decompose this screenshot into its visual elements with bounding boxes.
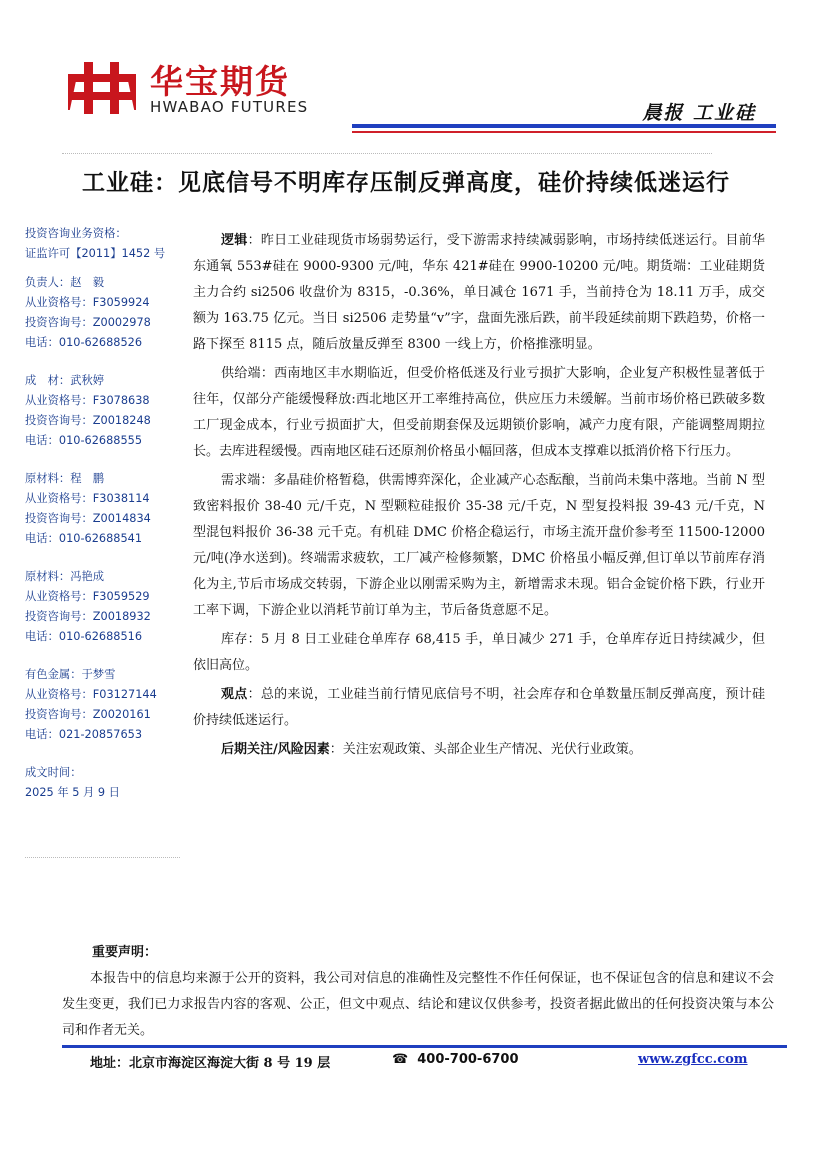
report-title: 工业硅：见底信号不明库存压制反弹高度，硅价持续低迷运行 <box>82 169 730 196</box>
footer-rule <box>62 1045 787 1048</box>
header-rule-red <box>352 131 776 133</box>
footer-phone-number: 400-700-6700 <box>417 1052 519 1067</box>
disclaimer-title: 重要声明： <box>92 945 158 960</box>
risk-text: ：关注宏观政策、头部企业生产情况、光伏行业政策。 <box>329 742 642 757</box>
qualification-value: 证监许可【2011】1452 号 <box>25 247 166 260</box>
risk-label: 后期关注/风险因素 <box>221 742 330 757</box>
page-footer <box>0 1052 826 1070</box>
analyst-consult: 投资咨询号：Z0018932 <box>25 610 151 623</box>
analyst-role: 成 材：武秋婷 <box>25 374 105 387</box>
qualification-label: 投资咨询业务资格： <box>25 227 127 240</box>
logo-english-name: HWABAO FUTURES <box>150 98 309 116</box>
footer-address: 地址：北京市海淀区海淀大街 8 号 19 层 <box>90 1056 331 1071</box>
analyst-tel: 电话：010-62688541 <box>25 532 143 545</box>
analyst-cert: 从业资格号：F3038114 <box>25 492 150 505</box>
analyst-consult: 投资咨询号：Z0014834 <box>25 512 151 525</box>
analyst-block <box>25 273 185 353</box>
report-body <box>193 228 765 766</box>
analyst-cert: 从业资格号：F3059529 <box>25 590 150 603</box>
risk-paragraph <box>193 737 765 763</box>
analyst-consult: 投资咨询号：Z0002978 <box>25 316 151 329</box>
logic-label: 逻辑 <box>221 233 248 248</box>
logo-chinese-name: 华宝期货 <box>150 62 290 101</box>
date-label: 成文时间： <box>25 766 82 779</box>
analyst-block <box>25 469 185 549</box>
supply-paragraph: 供给端：西南地区丰水期临近，但受价格低迷及行业亏损扩大影响，企业复产积极性显著低于往年，仅部分产能缓慢释放:西北地区开工率维持高位，供应压力未缓解。当前市场价格已跌破多数工厂现金成本，行业亏损面扩大，但受前期套保及远期锁价影响，减产力度有限，产能调整周期拉长。去库进程缓慢。西南地区硅石还原剂价格虽小幅回落，但成本支撑难以抵消价格下行压力。 <box>193 366 765 459</box>
analyst-cert: 从业资格号：F3078638 <box>25 394 150 407</box>
footer-phone <box>392 1052 519 1067</box>
header-rule-blue <box>352 124 776 128</box>
analyst-cert: 从业资格号：F03127144 <box>25 688 157 701</box>
report-type-label: 晨报 工业硅 <box>642 102 756 124</box>
disclaimer <box>62 940 774 1044</box>
analyst-cert: 从业资格号：F3059924 <box>25 296 150 309</box>
logic-paragraph <box>193 228 765 358</box>
analyst-tel: 电话：010-62688555 <box>25 434 143 447</box>
view-label: 观点 <box>221 687 248 702</box>
hwabao-logo-icon <box>68 62 136 114</box>
analyst-consult: 投资咨询号：Z0020161 <box>25 708 151 721</box>
analyst-tel: 电话：021-20857653 <box>25 728 143 741</box>
analyst-role: 原材料：程 鹏 <box>25 472 105 485</box>
analyst-tel: 电话：010-62688526 <box>25 336 143 349</box>
inventory-paragraph: 库存：5 月 8 日工业硅仓单库存 68,415 手，单日减少 271 手，仓单库存近日持续减少，但依旧高位。 <box>193 632 765 673</box>
demand-paragraph: 需求端：多晶硅价格暂稳，供需博弈深化，企业减产心态酝酿，当前尚未集中落地。当前 N 型致密料报价 38-40 元/千克，N 型颗粒硅报价 35-38 元/千克，N 型复投料报 39-43 元/千克，N 型混包料报价 36-38 元千克。有机硅 DMC 价格企稳运行，市场主流开盘价参考至 11500-12000 元/吨(净水送到)。终端需求疲软，工厂减产检修频繁，DMC 价格虽小幅反弹,但订单以节前库存消化为主,节后市场成交转弱，下游企业以刚需采购为主，新增需求未现。铝合金锭价格下跌，行业开工率下调，下游企业以消耗节前订单为主，节后备货意愿不足。 <box>193 473 765 618</box>
analyst-role: 负责人：赵 毅 <box>25 276 105 289</box>
analyst-role: 有色金属：于梦雪 <box>25 668 116 681</box>
analyst-block <box>25 665 185 745</box>
disclaimer-text: 本报告中的信息均来源于公开的资料，我公司对信息的准确性及完整性不作任何保证，也不保证包含的信息和建议不会发生变更，我们已力求报告内容的客观、公正，但文中观点、结论和建议仅供参考，投资者据此做出的任何投资决策与本公司和作者无关。 <box>62 971 774 1038</box>
logic-text: ：昨日工业硅现货市场弱势运行，受下游需求持续减弱影响，市场持续低迷运行。目前华东通氧 553#硅在 9000-9300 元/吨，华东 421#硅在 9900-10200 元/吨。期货端：工业硅期货主力合约 si2506 收盘价为 8315，-0.36%，单日减仓 1671 手，当前持仓为 18.11 万手，成交额为 163.75 亿元。当日 si2506 走势量“v”字，盘面先涨后跌，前半段延续前期下跌趋势，价格一路下探至 8115 点，随后放量反弹至 8300 一线上方，价格推涨明显。 <box>193 233 765 352</box>
analyst-tel: 电话：010-62688516 <box>25 630 143 643</box>
date-value: 2025 年 5 月 9 日 <box>25 786 120 799</box>
analyst-consult: 投资咨询号：Z0018248 <box>25 414 151 427</box>
phone-icon: ☎ <box>392 1052 409 1067</box>
sidebar-divider <box>25 857 180 858</box>
view-paragraph <box>193 682 765 734</box>
view-text: ：总的来说，工业硅当前行情见底信号不明，社会库存和仓单数量压制反弹高度，预计硅价持续低迷运行。 <box>193 687 765 728</box>
analyst-block <box>25 567 185 647</box>
analyst-role: 原材料：冯艳成 <box>25 570 105 583</box>
analyst-block <box>25 371 185 451</box>
title-divider <box>62 153 712 154</box>
analyst-sidebar <box>25 224 185 803</box>
footer-website-link[interactable]: www.zgfcc.com <box>638 1052 748 1067</box>
